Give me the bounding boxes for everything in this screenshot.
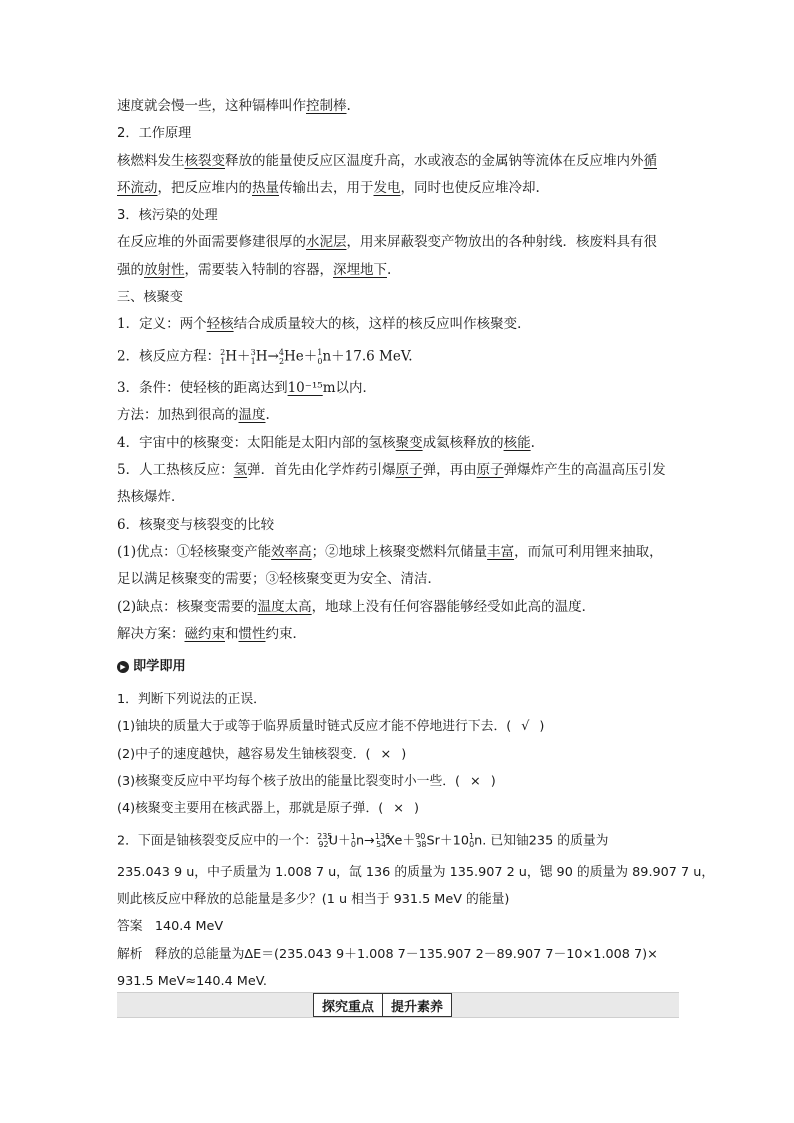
text: 弹．首先由化学炸药引爆 (247, 462, 396, 479)
text: ，把反应堆内的 (157, 179, 252, 196)
text: He＋ (284, 348, 318, 365)
text: (3)核聚变反应中平均每个核子放出的能量比裂变时小一些．( (117, 774, 461, 790)
paragraph-line (117, 457, 679, 484)
text: ，需要装入特制的容器， (184, 261, 333, 278)
paragraph-line (117, 93, 679, 120)
underlined-answer: 原子 (476, 462, 504, 479)
paragraph-line: 热核爆炸． (117, 489, 185, 506)
equation-line: 2．核反应方程：$^2_1$H＋$^3_1$H→$^4_2$He＋$^1_0$n＋17.6 MeV. (117, 347, 413, 366)
answer (117, 913, 679, 940)
section-banner (117, 992, 679, 1018)
paragraph-line (117, 257, 679, 284)
paragraph-line: 足以满足核聚变的需要；③轻核聚变更为安全、清洁． (117, 571, 441, 588)
underlined-answer: 水泥层 (306, 234, 347, 251)
text: H→ (255, 348, 279, 365)
cross-icon: × (393, 801, 404, 817)
text: 传输出去，用于 (279, 179, 374, 196)
text: 和 (225, 625, 239, 642)
text: ) (401, 746, 407, 762)
text: 核燃料发生 (117, 152, 185, 169)
text: ，地球上没有任何容器能够经受如此高的温度． (311, 598, 596, 615)
text: 释放的能量使反应区温度升高，水或液态的金属钠等流体在反应堆内外 (225, 152, 644, 169)
cross-icon: × (470, 774, 481, 790)
underlined-answer: 原子 (395, 462, 423, 479)
text: n. 已知铀235 的质量为 (474, 832, 609, 848)
play-icon: ▶ (117, 661, 129, 673)
text: 5．人工热核反应： (117, 462, 234, 479)
paragraph-line: 6．核聚变与核裂变的比较 (117, 516, 275, 533)
underlined-answer: 环流动 (117, 179, 158, 196)
explanation: 931.5 MeV≈140.4 MeV. (117, 973, 267, 989)
text: U＋ (328, 832, 351, 848)
answer-value: 140.4 MeV (154, 919, 224, 935)
text: 约束． (265, 625, 306, 642)
banner-box (313, 993, 452, 1017)
cross-icon: × (380, 746, 392, 762)
text: ) (539, 719, 545, 735)
underlined-answer: 丰富 (487, 543, 515, 560)
text: Xe＋ (386, 832, 416, 848)
quiz-item (117, 713, 679, 740)
underlined-answer: 发电 (373, 179, 401, 196)
banner-left: 探究重点 (322, 999, 375, 1015)
text: Sr＋10 (426, 832, 469, 848)
question: 1．判断下列说法的正误． (117, 692, 266, 708)
text: 强的 (117, 261, 144, 278)
text: 1．定义：两个 (117, 316, 207, 333)
subheading: 3．核污染的处理 (117, 208, 218, 224)
text: (2)中子的速度越快，越容易发生铀核裂变．( (117, 746, 371, 762)
section-title (117, 654, 679, 680)
question-line: 则此核反应中释放的总能量是多少？(1 u 相当于 931.5 MeV 的能量) (117, 892, 510, 908)
text: 解决方案： (117, 625, 185, 642)
paragraph-line (117, 148, 679, 175)
text: 3．条件：使轻核的距离达到 (117, 380, 288, 397)
underlined-answer: 核能 (503, 434, 531, 451)
text: . (346, 98, 351, 114)
underlined-answer: 惯性 (238, 625, 266, 642)
underlined-answer: 控制棒 (306, 98, 347, 114)
document-body (117, 93, 715, 995)
paragraph-line (117, 621, 679, 648)
quiz-item (117, 795, 679, 822)
underlined-answer: 氢 (233, 462, 248, 479)
underlined-answer: 热量 (252, 179, 279, 196)
text: ，同时也使反应堆冷却. (400, 179, 540, 196)
text: ；②地球上核聚变燃料氘储量 (311, 543, 488, 560)
text: 成氦核释放的 (422, 434, 504, 451)
explanation-label: 解析 (117, 946, 143, 962)
text: . (530, 434, 535, 451)
underlined-answer: 效率高 (271, 543, 312, 560)
text: 在反应堆的外面需要修建很厚的 (117, 234, 306, 251)
text: 方法：加热到很高的 (117, 407, 239, 424)
text: ，用来屏蔽裂变产物放出的各种射线．核废料具有很 (346, 234, 657, 251)
text: ) (414, 801, 419, 817)
answer-label: 答案 (117, 919, 143, 935)
text: (2)缺点：核聚变需要的 (117, 598, 258, 615)
underlined-answer: 深埋地下 (333, 261, 387, 278)
text: 2．核反应方程： (117, 348, 221, 365)
paragraph-line (117, 539, 679, 566)
text: . (265, 407, 270, 424)
text: 速度就会慢一些，这种镉棒叫作 (117, 98, 306, 114)
underlined-answer: 磁约束 (184, 625, 225, 642)
text: (4)核聚变主要用在核武器上，那就是原子弹．( (117, 801, 384, 817)
text: 弹爆炸产生的高温高压引发 (503, 462, 666, 479)
paragraph-line (117, 311, 679, 338)
paragraph-line (117, 175, 679, 202)
underlined-answer: 放射性 (144, 261, 185, 278)
underlined-answer: 10⁻¹⁵ (287, 380, 323, 397)
text: n＋17.6 MeV. (322, 348, 413, 365)
text: (1)优点：①轻核聚变产能 (117, 543, 272, 560)
underlined-answer: 轻核 (206, 316, 234, 333)
paragraph-line (117, 402, 679, 429)
subheading: 2．工作原理 (117, 126, 192, 142)
quiz-item (117, 768, 679, 795)
paragraph-line (117, 375, 679, 402)
underlined-answer: 聚变 (395, 434, 423, 451)
banner-right: 提升素养 (391, 999, 444, 1015)
section-heading: 三、核聚变 (117, 290, 183, 306)
paragraph-line (117, 430, 679, 457)
question: 2．下面是铀核裂变反应中的一个：$^{235}_{92}U+^1_0n\to^{136}_{54}Xe+^{90}_{38}Sr+10^1_0n$. 已知铀235 的质量为 (117, 831, 609, 850)
text: ) (490, 774, 496, 790)
text: 弹，再由 (422, 462, 477, 479)
underlined-answer: 循 (643, 152, 657, 169)
explanation (117, 941, 679, 968)
text: ，而氚可利用锂来抽取， (514, 543, 663, 560)
paragraph-line (117, 594, 679, 621)
section-title-text: 即学即用 (133, 659, 186, 675)
text: 结合成质量较大的核，这样的核反应叫作核聚变． (233, 316, 531, 333)
text: H＋ (225, 348, 251, 365)
text: 4．宇宙中的核聚变：太阳能是太阳内部的氢核 (117, 434, 396, 451)
underlined-answer: 核裂变 (184, 152, 225, 169)
underlined-answer: 温度太高 (257, 598, 312, 615)
quiz-item (117, 741, 679, 768)
check-icon: √ (521, 719, 530, 735)
text: m以内． (322, 380, 377, 397)
text: (1)铀块的质量大于或等于临界质量时链式反应才能不停地进行下去．( (117, 719, 512, 735)
text: 2．下面是铀核裂变反应中的一个： (117, 832, 318, 848)
question-line: 235.043 9 u，中子质量为 1.008 7 u，氙 136 的质量为 135.907 2 u，锶 90 的质量为 89.907 7 u， (117, 864, 715, 880)
underlined-answer: 温度 (238, 407, 266, 424)
explanation-text: 释放的总能量为ΔE＝(235.043 9＋1.008 7－135.907 2－89.907 7－10×1.008 7)× (154, 946, 658, 962)
text: n→ (355, 832, 375, 848)
text: . (387, 261, 392, 278)
paragraph-line (117, 229, 679, 256)
